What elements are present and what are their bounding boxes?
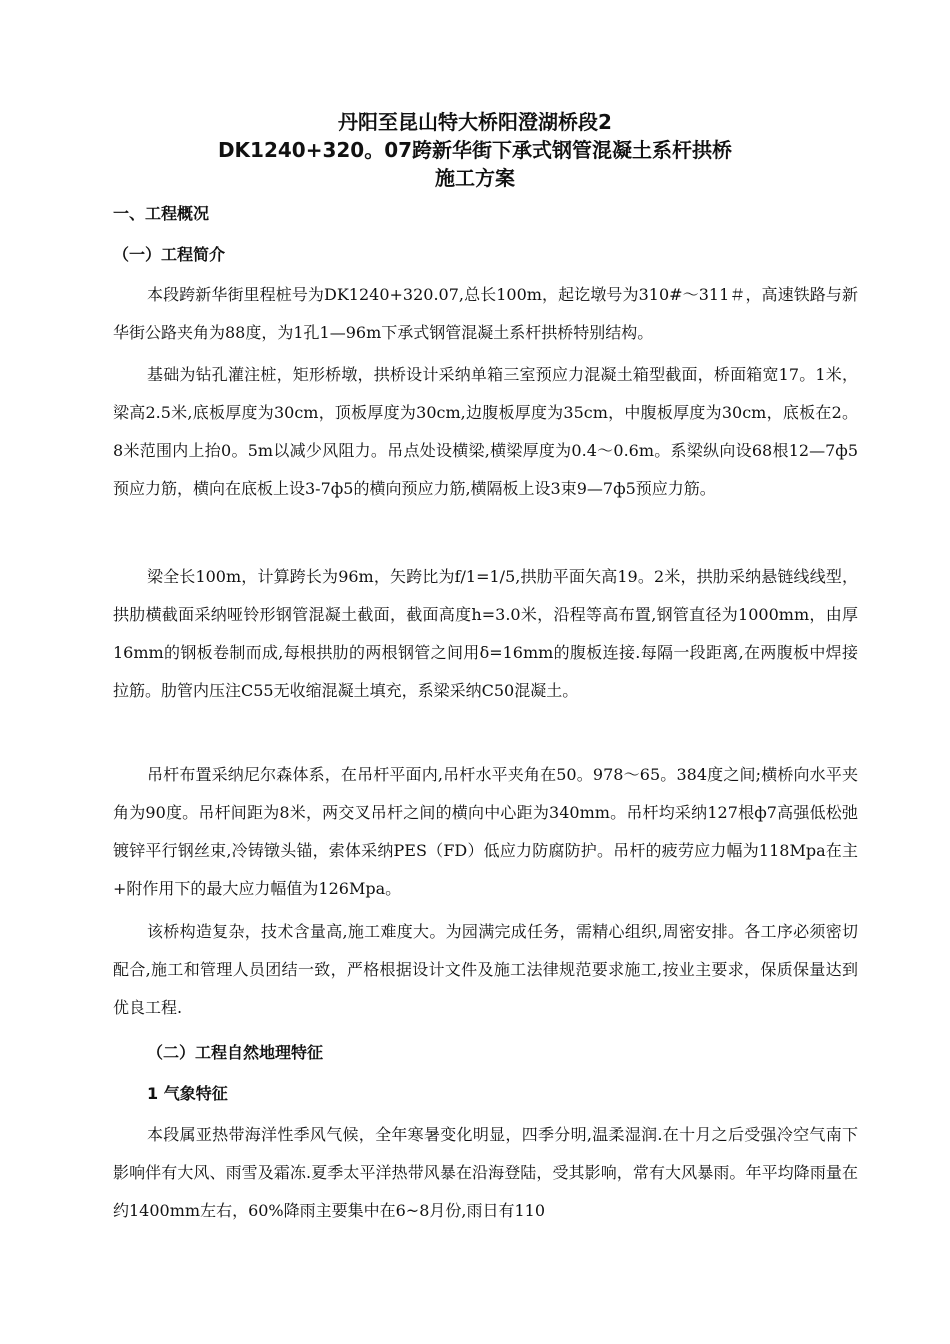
paragraph-intro-4: 吊杆布置采纳尼尔森体系，在吊杆平面内,吊杆水平夹角在50。978～65。384度之间;横桥向水平夹角为90度。吊杆间距为8米，两交叉吊杆之间的横向中心距为340mm。吊杆均采纳127根ф7高强低松弛镀锌平行钢丝束,冷铸镦头锚，索体采纳PES（FD）低应力防腐防护。吊杆的疲劳应力幅为118Mpa在主+附作用下的最大应力幅值为126Mpa。 [113,765,858,898]
document-title [0,108,950,192]
title-line-2: DK1240+320。07跨新华街下承式钢管混凝土系杆拱桥 [217,138,733,162]
paragraph-intro-5: 该桥构造复杂，技术含量高,施工难度大。为园满完成任务，需精心组织,周密安排。各工序必须密切配合,施工和管理人员团结一致，严格根据设计文件及施工法律规范要求施工,按业主要求，保质保量达到优良工程. [113,922,858,1017]
title-line-3: 施工方案 [435,166,515,190]
section-heading-overview: 一、工程概况 [113,204,210,223]
subsection-heading-introduction: （一）工程简介 [113,245,226,264]
item-heading-climate: 1 气象特征 [147,1084,228,1103]
title-line-1: 丹阳至昆山特大桥阳澄湖桥段2 [338,110,612,134]
paragraph-intro-3: 梁全长100m，计算跨长为96m，矢跨比为f/1=1/5,拱肋平面矢高19。2米，拱肋采纳悬链线线型，拱肋横截面采纳哑铃形钢管混凝土截面，截面高度h=3.0米，沿程等高布置,钢管直径为1000mm，由厚16mm的钢板卷制而成,每根拱肋的两根钢管之间用δ=16mm的腹板连接.每隔一段距离,在两腹板中焊接拉筋。肋管内压注C55无收缩混凝土填充，系梁采纳C50混凝土。 [113,567,858,700]
subsection-heading-natural-features: （二）工程自然地理特征 [147,1043,324,1062]
paragraph-intro-2: 基础为钻孔灌注桩，矩形桥墩，拱桥设计采纳单箱三室预应力混凝土箱型截面，桥面箱宽17。1米，梁高2.5米,底板厚度为30cm，顶板厚度为30cm,边腹板厚度为35cm，中腹板厚度为30cm，底板在2。8米范围内上抬0。5m以减少风阻力。吊点处设横梁,横梁厚度为0.4～0.6m。系梁纵向设68根12—7ф5预应力筋，横向在底板上设3-7ф5的横向预应力筋,横隔板上设3束9—7ф5预应力筋。 [113,365,858,498]
paragraph-intro-1: 本段跨新华街里程桩号为DK1240+320.07,总长100m，起讫墩号为310#～311＃，高速铁路与新华街公路夹角为88度，为1孔1—96m下承式钢管混凝土系杆拱桥特别结构。 [113,285,858,342]
paragraph-climate-1: 本段属亚热带海洋性季风气候，全年寒暑变化明显，四季分明,温柔湿润.在十月之后受强冷空气南下影响伴有大风、雨雪及霜冻.夏季太平洋热带风暴在沿海登陆，受其影响，常有大风暴雨。年平均降雨量在约1400mm左右，60%降雨主要集中在6~8月份,雨日有110 [113,1125,858,1220]
